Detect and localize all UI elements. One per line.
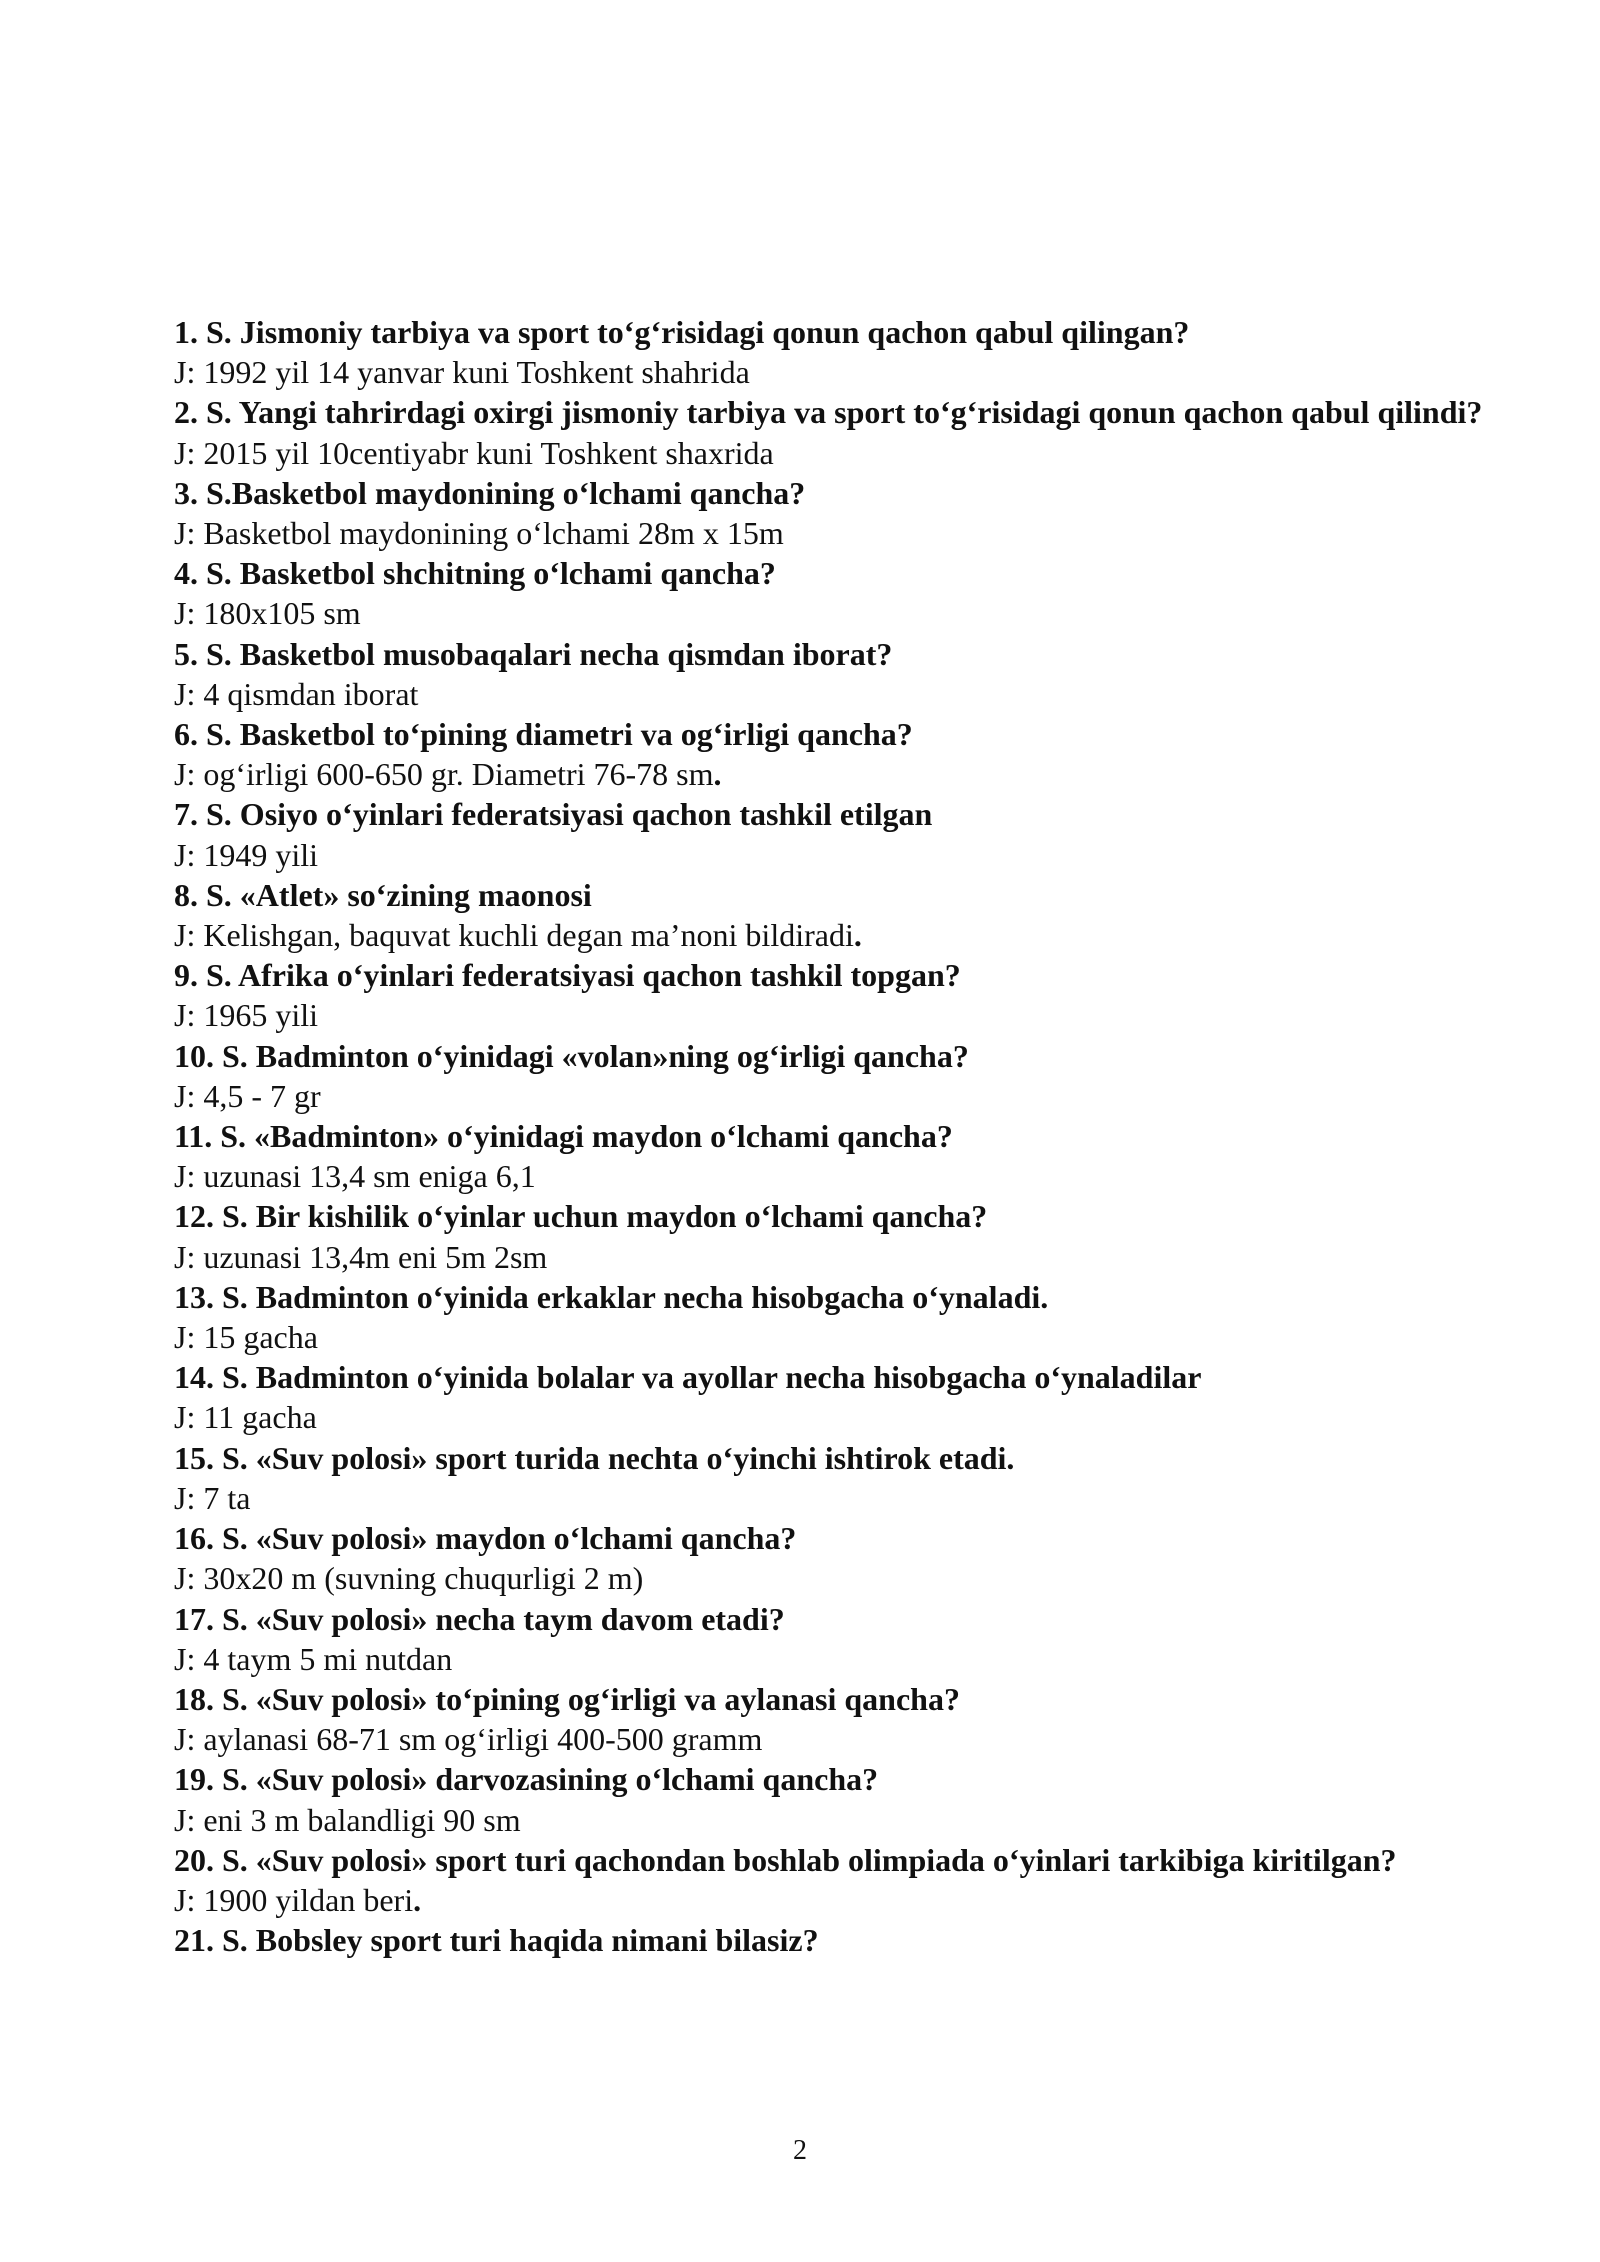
question-15: 15. S. «Suv polosi» sport turida nechta o‘yinchi ishtirok etadi. [174,1439,1015,1476]
answer-11: J: uzunasi 13,4 sm eniga 6,1 [174,1158,536,1195]
answer-7: J: 1949 yili [174,836,319,873]
question-2: 2. S. Yangi tahrirdagi oxirgi jismoniy tarbiya va sport to‘g‘risidagi qonun qachon qabul qilindi? [174,394,1483,431]
answer-16: J: 30x20 m (suvning chuqurligi 2 m) [174,1560,644,1597]
qa-list [174,312,1486,1960]
answer-17: J: 4 taym 5 mi nutdan [174,1640,453,1677]
question-14: 14. S. Badminton o‘yinida bolalar va ayollar necha hisobgacha o‘ynaladilar [174,1359,1202,1396]
answer-15: J: 7 ta [174,1479,251,1516]
answer-9: J: 1965 yili [174,997,319,1034]
question-18: 18. S. «Suv polosi» to‘pining og‘irligi va aylanasi qancha? [174,1680,960,1717]
answer-10: J: 4,5 - 7 gr [174,1077,321,1114]
answer-20: J: 1900 yildan beri. [174,1881,422,1918]
question-17: 17. S. «Suv polosi» necha taym davom etadi? [174,1600,785,1637]
answer-6: J: og‘irligi 600-650 gr. Diametri 76-78 sm. [174,756,722,793]
answer-12: J: uzunasi 13,4m eni 5m 2sm [174,1238,548,1275]
answer-1: J: 1992 yil 14 yanvar kuni Toshkent shahrida [174,354,750,391]
question-11: 11. S. «Badminton» o‘yinidagi maydon o‘lchami qancha? [174,1118,953,1155]
answer-18: J: aylanasi 68-71 sm og‘irligi 400-500 gramm [174,1721,763,1758]
answer-4: J: 180x105 sm [174,595,361,632]
question-6: 6. S. Basketbol to‘pining diametri va og‘irligi qancha? [174,716,913,753]
answer-8: J: Kelishgan, baquvat kuchli degan ma’noni bildiradi. [174,917,862,954]
question-4: 4. S. Basketbol shchitning o‘lchami qancha? [174,555,776,592]
answer-13: J: 15 gacha [174,1319,318,1356]
answer-14: J: 11 gacha [174,1399,317,1436]
answer-19: J: eni 3 m balandligi 90 sm [174,1801,521,1838]
question-19: 19. S. «Suv polosi» darvozasining o‘lchami qancha? [174,1761,879,1798]
question-16: 16. S. «Suv polosi» maydon o‘lchami qancha? [174,1520,797,1557]
question-8: 8. S. «Atlet» so‘zining maonosi [174,876,592,913]
question-3: 3. S.Basketbol maydonining o‘lchami qancha? [174,474,806,511]
question-9: 9. S. Afrika o‘yinlari federatsiyasi qachon tashkil topgan? [174,957,961,994]
question-12: 12. S. Bir kishilik o‘yinlar uchun maydon o‘lchami qancha? [174,1198,988,1235]
question-13: 13. S. Badminton o‘yinida erkaklar necha hisobgacha o‘ynaladi. [174,1278,1049,1315]
page-number: 2 [793,2135,807,2166]
question-21: 21. S. Bobsley sport turi haqida nimani bilasiz? [174,1922,819,1959]
question-7: 7. S. Osiyo o‘yinlari federatsiyasi qachon tashkil etilgan [174,796,933,833]
answer-2: J: 2015 yil 10centiyabr kuni Toshkent shaxrida [174,434,774,471]
question-5: 5. S. Basketbol musobaqalari necha qismdan iborat? [174,635,893,672]
question-10: 10. S. Badminton o‘yinidagi «volan»ning og‘irligi qancha? [174,1037,969,1074]
answer-3: J: Basketbol maydonining o‘lchami 28m x 15m [174,515,784,552]
question-1: 1. S. Jismoniy tarbiya va sport to‘g‘risidagi qonun qachon qabul qilingan? [174,314,1190,350]
question-20: 20. S. «Suv polosi» sport turi qachondan boshlab olimpiada o‘yinlari tarkibiga kiritilgan? [174,1841,1397,1878]
answer-5: J: 4 qismdan iborat [174,675,419,712]
